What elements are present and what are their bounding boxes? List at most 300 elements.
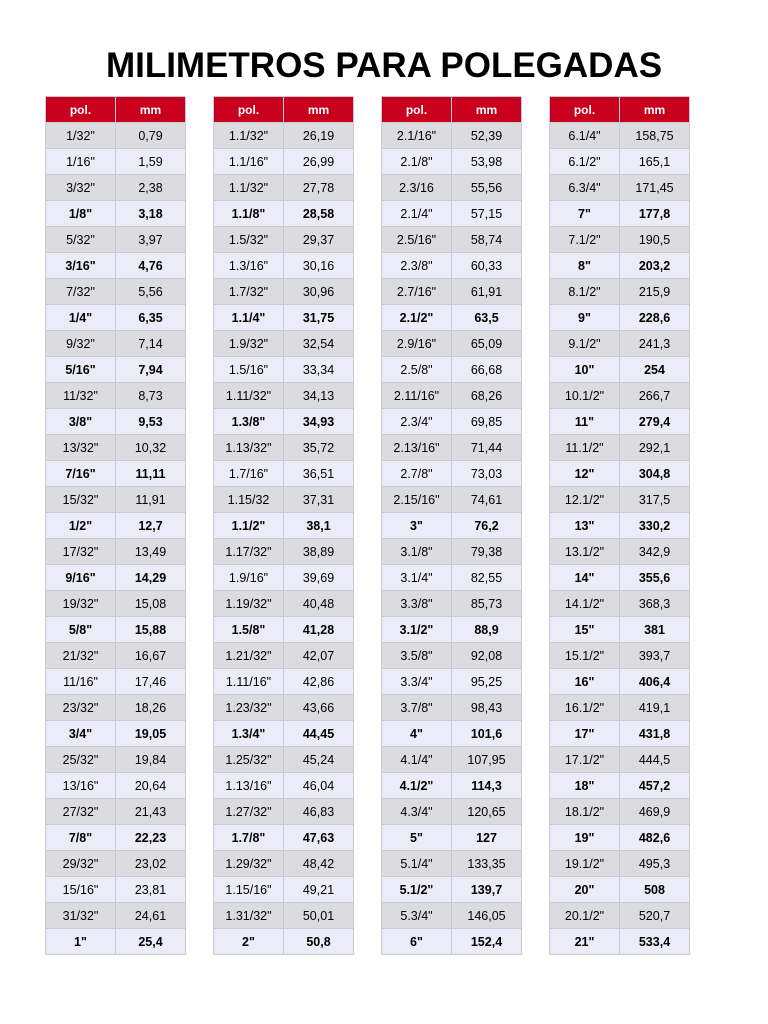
table-row [382,461,522,487]
cell-mm: 254 [620,357,690,383]
cell-mm: 42,07 [284,643,354,669]
table-row [382,253,522,279]
cell-mm: 98,43 [452,695,522,721]
cell-mm: 406,4 [620,669,690,695]
cell-mm: 41,28 [284,617,354,643]
table-row [550,565,690,591]
cell-pol: 15.1/2" [550,643,620,669]
cell-mm: 69,85 [452,409,522,435]
cell-mm: 30,96 [284,279,354,305]
table-row [382,825,522,851]
cell-mm: 29,37 [284,227,354,253]
cell-pol: 2.1/2" [382,305,452,331]
cell-mm: 146,05 [452,903,522,929]
cell-pol: 5.3/4" [382,903,452,929]
table-row [550,409,690,435]
table-row [550,305,690,331]
table-row [46,747,186,773]
table-row [46,851,186,877]
table-row [214,669,354,695]
cell-pol: 1" [46,929,116,955]
cell-mm: 152,4 [452,929,522,955]
cell-mm: 355,6 [620,565,690,591]
cell-mm: 393,7 [620,643,690,669]
table-row [550,877,690,903]
table-row [214,929,354,955]
table-row [214,383,354,409]
cell-pol: 3.5/8" [382,643,452,669]
table-row [382,123,522,149]
cell-pol: 1.13/16" [214,773,284,799]
table-row [550,539,690,565]
cell-mm: 68,26 [452,383,522,409]
table-row [214,409,354,435]
cell-pol: 1.7/16" [214,461,284,487]
cell-mm: 19,84 [116,747,186,773]
cell-pol: 2.1/8" [382,149,452,175]
table-row [214,799,354,825]
table-row [46,565,186,591]
conversion-table-1 [45,96,186,955]
table-row [214,643,354,669]
cell-pol: 15" [550,617,620,643]
cell-mm: 79,38 [452,539,522,565]
cell-pol: 2.15/16" [382,487,452,513]
table-row [382,175,522,201]
table-header-row [382,97,522,123]
cell-mm: 24,61 [116,903,186,929]
cell-pol: 10.1/2" [550,383,620,409]
cell-mm: 30,16 [284,253,354,279]
cell-pol: 5.1/4" [382,851,452,877]
cell-mm: 95,25 [452,669,522,695]
table-row [214,487,354,513]
cell-pol: 13/16" [46,773,116,799]
table-row [550,929,690,955]
table-row [550,279,690,305]
cell-pol: 11.1/2" [550,435,620,461]
table-row [550,461,690,487]
cell-mm: 127 [452,825,522,851]
cell-mm: 74,61 [452,487,522,513]
cell-pol: 31/32" [46,903,116,929]
table-row [382,539,522,565]
cell-pol: 9/16" [46,565,116,591]
cell-mm: 171,45 [620,175,690,201]
table-row [382,513,522,539]
cell-pol: 7" [550,201,620,227]
cell-mm: 139,7 [452,877,522,903]
cell-mm: 7,94 [116,357,186,383]
cell-pol: 3.1/8" [382,539,452,565]
cell-pol: 1.3/4" [214,721,284,747]
table-row [550,175,690,201]
cell-mm: 120,65 [452,799,522,825]
header-pol: pol. [550,97,620,123]
table-row [46,227,186,253]
cell-mm: 63,5 [452,305,522,331]
table-row [46,383,186,409]
table-row [214,123,354,149]
cell-mm: 8,73 [116,383,186,409]
cell-mm: 342,9 [620,539,690,565]
cell-mm: 34,93 [284,409,354,435]
table-row [382,331,522,357]
cell-pol: 17/32" [46,539,116,565]
cell-pol: 2.7/16" [382,279,452,305]
cell-mm: 88,9 [452,617,522,643]
cell-pol: 19/32" [46,591,116,617]
table-row [382,435,522,461]
cell-mm: 215,9 [620,279,690,305]
cell-mm: 85,73 [452,591,522,617]
cell-pol: 5/32" [46,227,116,253]
cell-pol: 8.1/2" [550,279,620,305]
cell-pol: 11/32" [46,383,116,409]
cell-pol: 2.5/16" [382,227,452,253]
cell-mm: 533,4 [620,929,690,955]
cell-mm: 66,68 [452,357,522,383]
cell-mm: 4,76 [116,253,186,279]
cell-pol: 1.9/32" [214,331,284,357]
cell-pol: 1.5/16" [214,357,284,383]
cell-mm: 26,19 [284,123,354,149]
table-row [550,227,690,253]
table-row [382,149,522,175]
cell-mm: 114,3 [452,773,522,799]
cell-mm: 26,99 [284,149,354,175]
cell-pol: 6.1/2" [550,149,620,175]
table-row [550,149,690,175]
cell-mm: 57,15 [452,201,522,227]
cell-mm: 16,67 [116,643,186,669]
table-row [550,331,690,357]
cell-mm: 58,74 [452,227,522,253]
cell-mm: 28,58 [284,201,354,227]
cell-mm: 42,86 [284,669,354,695]
table-row [214,591,354,617]
cell-mm: 92,08 [452,643,522,669]
cell-pol: 4" [382,721,452,747]
cell-pol: 19.1/2" [550,851,620,877]
cell-mm: 45,24 [284,747,354,773]
cell-pol: 11/16" [46,669,116,695]
table-row [214,825,354,851]
table-row [382,747,522,773]
table-row [550,669,690,695]
table-row [214,721,354,747]
cell-mm: 32,54 [284,331,354,357]
cell-mm: 12,7 [116,513,186,539]
table-row [214,175,354,201]
cell-pol: 1.15/32 [214,487,284,513]
cell-mm: 52,39 [452,123,522,149]
cell-pol: 1.19/32" [214,591,284,617]
cell-pol: 11" [550,409,620,435]
table-row [382,487,522,513]
cell-mm: 444,5 [620,747,690,773]
cell-pol: 13" [550,513,620,539]
cell-pol: 1.9/16" [214,565,284,591]
table-row [46,617,186,643]
cell-pol: 2.7/8" [382,461,452,487]
cell-pol: 3.3/4" [382,669,452,695]
cell-pol: 1.5/32" [214,227,284,253]
table-row [214,695,354,721]
cell-pol: 9" [550,305,620,331]
table-row [550,435,690,461]
cell-pol: 1.1/32" [214,175,284,201]
header-mm: mm [284,97,354,123]
cell-pol: 1.27/32" [214,799,284,825]
table-row [382,357,522,383]
cell-mm: 46,04 [284,773,354,799]
cell-mm: 11,91 [116,487,186,513]
cell-mm: 6,35 [116,305,186,331]
table-row [550,773,690,799]
cell-mm: 304,8 [620,461,690,487]
cell-pol: 2.5/8" [382,357,452,383]
cell-mm: 431,8 [620,721,690,747]
cell-pol: 21/32" [46,643,116,669]
cell-pol: 2.1/16" [382,123,452,149]
cell-pol: 10" [550,357,620,383]
table-row [550,123,690,149]
table-header-row [214,97,354,123]
table-row [382,903,522,929]
table-row [550,357,690,383]
cell-pol: 6.3/4" [550,175,620,201]
cell-pol: 17" [550,721,620,747]
cell-pol: 3/4" [46,721,116,747]
cell-mm: 39,69 [284,565,354,591]
cell-mm: 73,03 [452,461,522,487]
table-row [46,253,186,279]
cell-mm: 107,95 [452,747,522,773]
cell-mm: 469,9 [620,799,690,825]
cell-pol: 3/16" [46,253,116,279]
table-row [382,773,522,799]
cell-pol: 9.1/2" [550,331,620,357]
cell-pol: 5" [382,825,452,851]
table-row [550,903,690,929]
cell-mm: 50,8 [284,929,354,955]
cell-mm: 55,56 [452,175,522,201]
table-row [46,929,186,955]
cell-mm: 38,89 [284,539,354,565]
table-row [550,851,690,877]
cell-mm: 43,66 [284,695,354,721]
cell-pol: 9/32" [46,331,116,357]
table-row [214,903,354,929]
cell-mm: 11,11 [116,461,186,487]
table-row [46,513,186,539]
table-row [46,773,186,799]
cell-pol: 2.11/16" [382,383,452,409]
conversion-table-3 [381,96,522,955]
cell-mm: 25,4 [116,929,186,955]
header-mm: mm [116,97,186,123]
cell-pol: 3" [382,513,452,539]
cell-pol: 2.3/4" [382,409,452,435]
table-row [214,227,354,253]
cell-pol: 18.1/2" [550,799,620,825]
cell-mm: 317,5 [620,487,690,513]
cell-pol: 1.1/4" [214,305,284,331]
header-mm: mm [620,97,690,123]
table-row [46,695,186,721]
cell-mm: 457,2 [620,773,690,799]
cell-mm: 40,48 [284,591,354,617]
cell-pol: 2.3/16 [382,175,452,201]
table-row [46,409,186,435]
cell-pol: 1/16" [46,149,116,175]
cell-mm: 65,09 [452,331,522,357]
cell-pol: 1.3/16" [214,253,284,279]
cell-pol: 8" [550,253,620,279]
table-row [214,617,354,643]
cell-mm: 158,75 [620,123,690,149]
cell-pol: 19" [550,825,620,851]
table-row [214,201,354,227]
cell-mm: 27,78 [284,175,354,201]
cell-mm: 190,5 [620,227,690,253]
cell-mm: 177,8 [620,201,690,227]
cell-mm: 10,32 [116,435,186,461]
table-header-row [46,97,186,123]
table-row [550,695,690,721]
table-row [46,669,186,695]
cell-pol: 2.13/16" [382,435,452,461]
table-row [214,279,354,305]
cell-pol: 16" [550,669,620,695]
table-row [46,799,186,825]
table-row [550,617,690,643]
table-row [214,435,354,461]
cell-mm: 368,3 [620,591,690,617]
header-pol: pol. [46,97,116,123]
cell-pol: 7/8" [46,825,116,851]
table-row [46,903,186,929]
cell-mm: 18,26 [116,695,186,721]
cell-pol: 1.25/32" [214,747,284,773]
cell-mm: 508 [620,877,690,903]
cell-mm: 2,38 [116,175,186,201]
cell-pol: 1.11/16" [214,669,284,695]
cell-mm: 34,13 [284,383,354,409]
cell-pol: 5/16" [46,357,116,383]
cell-pol: 5.1/2" [382,877,452,903]
cell-pol: 3.3/8" [382,591,452,617]
table-row [46,331,186,357]
cell-mm: 419,1 [620,695,690,721]
cell-mm: 76,2 [452,513,522,539]
cell-pol: 1.5/8" [214,617,284,643]
cell-pol: 27/32" [46,799,116,825]
cell-pol: 1.1/8" [214,201,284,227]
cell-mm: 292,1 [620,435,690,461]
table-row [46,305,186,331]
cell-mm: 3,97 [116,227,186,253]
cell-mm: 9,53 [116,409,186,435]
table-row [214,461,354,487]
table-row [382,305,522,331]
conversion-table-4 [549,96,690,955]
cell-pol: 15/32" [46,487,116,513]
cell-mm: 21,43 [116,799,186,825]
cell-pol: 17.1/2" [550,747,620,773]
table-row [46,279,186,305]
cell-pol: 4.1/2" [382,773,452,799]
table-row [214,877,354,903]
table-header-row [550,97,690,123]
cell-pol: 3/32" [46,175,116,201]
table-row [46,487,186,513]
cell-pol: 7/16" [46,461,116,487]
cell-mm: 38,1 [284,513,354,539]
table-row [382,409,522,435]
cell-mm: 241,3 [620,331,690,357]
table-row [550,591,690,617]
table-row [550,253,690,279]
header-pol: pol. [214,97,284,123]
table-row [550,513,690,539]
cell-pol: 14" [550,565,620,591]
cell-mm: 279,4 [620,409,690,435]
cell-pol: 6" [382,929,452,955]
cell-pol: 13/32" [46,435,116,461]
cell-pol: 1/8" [46,201,116,227]
cell-mm: 48,42 [284,851,354,877]
table-row [382,565,522,591]
cell-mm: 23,81 [116,877,186,903]
cell-mm: 17,46 [116,669,186,695]
cell-pol: 1.1/32" [214,123,284,149]
table-row [382,591,522,617]
cell-pol: 12.1/2" [550,487,620,513]
cell-pol: 20.1/2" [550,903,620,929]
cell-pol: 6.1/4" [550,123,620,149]
table-row [214,539,354,565]
table-row [382,851,522,877]
cell-mm: 33,34 [284,357,354,383]
cell-pol: 3.1/4" [382,565,452,591]
cell-pol: 20" [550,877,620,903]
table-row [550,747,690,773]
cell-pol: 1.29/32" [214,851,284,877]
cell-pol: 2.3/8" [382,253,452,279]
cell-pol: 1.1/2" [214,513,284,539]
cell-pol: 2.1/4" [382,201,452,227]
page-title: MILIMETROS PARA POLEGADAS [105,46,663,85]
cell-pol: 1/4" [46,305,116,331]
cell-mm: 15,88 [116,617,186,643]
table-row [46,149,186,175]
table-row [46,825,186,851]
cell-mm: 22,23 [116,825,186,851]
cell-pol: 16.1/2" [550,695,620,721]
cell-pol: 1.23/32" [214,695,284,721]
cell-mm: 44,45 [284,721,354,747]
table-row [214,331,354,357]
cell-mm: 482,6 [620,825,690,851]
cell-mm: 19,05 [116,721,186,747]
cell-mm: 49,21 [284,877,354,903]
conversion-table-2 [213,96,354,955]
table-row [382,695,522,721]
cell-pol: 1.7/32" [214,279,284,305]
cell-pol: 13.1/2" [550,539,620,565]
